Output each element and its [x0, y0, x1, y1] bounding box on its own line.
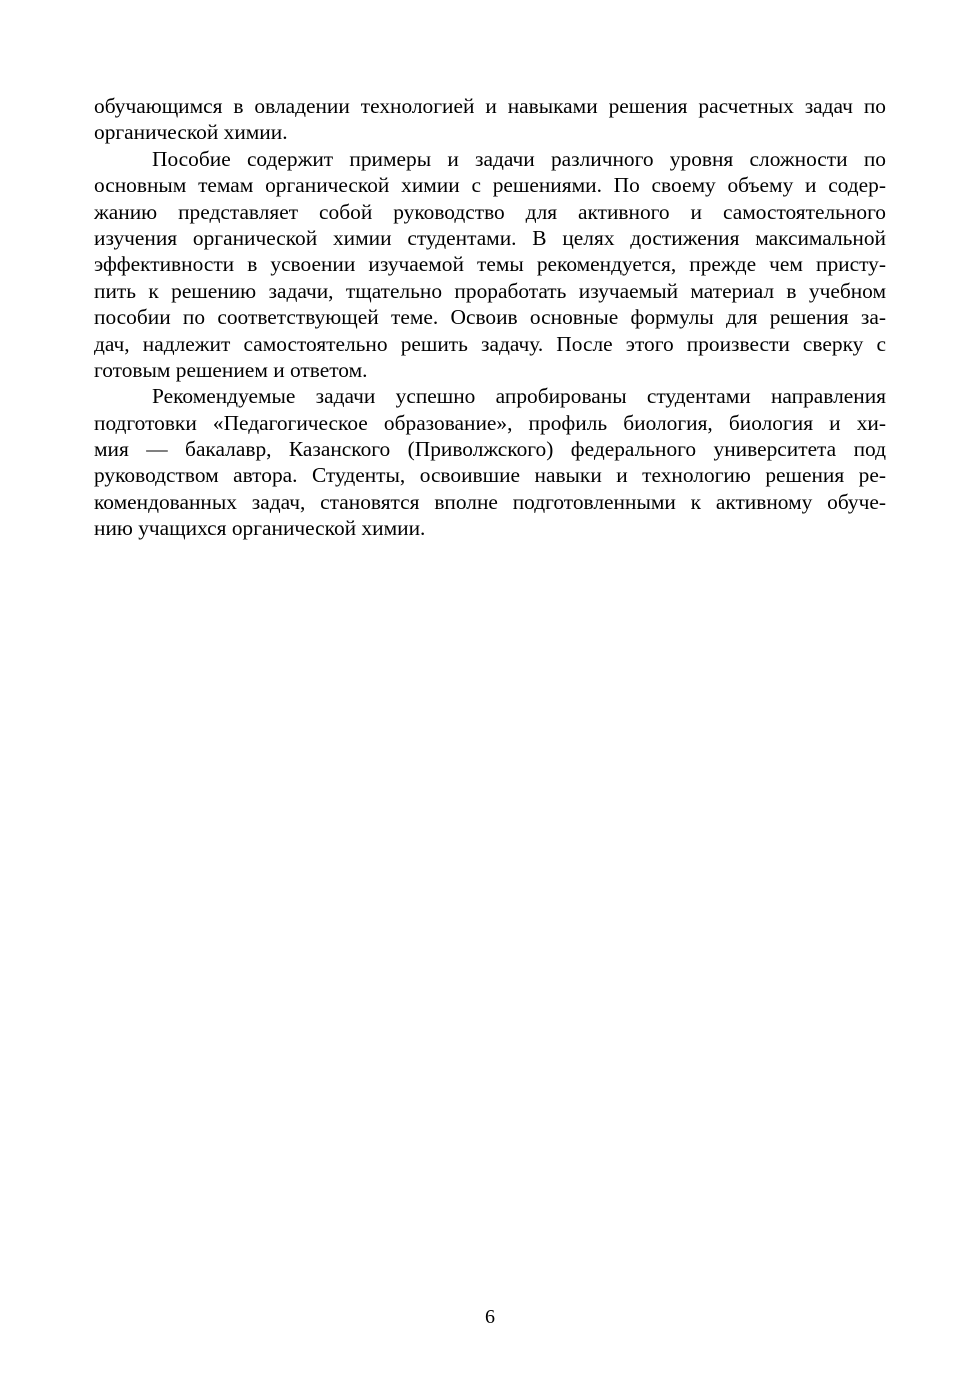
text-line: пить к решению задачи, тщательно проработать изучаемый материал в учебном: [94, 278, 886, 303]
paragraph: [94, 146, 886, 384]
text-line: готовым решением и ответом.: [94, 357, 368, 382]
text-line: основным темам органической химии с решениями. По своему объему и содер-: [94, 173, 886, 198]
paragraph: [94, 383, 886, 541]
text-line: подготовки «Педагогическое образование», профиль биология, биология и хи-: [94, 410, 886, 435]
page-number: 6: [485, 1306, 495, 1328]
text-line: мия — бакалавр, Казанского (Приволжского) федерального университета под: [94, 437, 886, 462]
text-line: Пособие содержит примеры и задачи различного уровня сложности по: [152, 146, 886, 171]
text-line: Рекомендуемые задачи успешно апробированы студентами направления: [152, 384, 886, 409]
text-line: пособии по соответствующей теме. Освоив основные формулы для решения за-: [94, 305, 886, 330]
text-line: изучения органической химии студентами. В целях достижения максимальной: [94, 225, 886, 250]
text-line: нию учащихся органической химии.: [94, 516, 426, 541]
text-line: жанию представляет собой руководство для активного и самостоятельного: [94, 199, 886, 224]
text-line: дач, надлежит самостоятельно решить задачу. После этого произвести сверку с: [94, 331, 886, 356]
text-line: органической химии.: [94, 120, 288, 145]
body-text: [94, 93, 886, 542]
text-line: обучающимся в овладении технологией и навыками решения расчетных задач по: [94, 94, 886, 118]
text-line: комендованных задач, становятся вполне подготовленными к активному обуче-: [94, 489, 886, 514]
text-line: эффективности в усвоении изучаемой темы рекомендуется, прежде чем присту-: [94, 252, 886, 277]
text-line: руководством автора. Студенты, освоившие навыки и технологию решения ре-: [94, 463, 886, 488]
paragraph: [94, 93, 886, 146]
